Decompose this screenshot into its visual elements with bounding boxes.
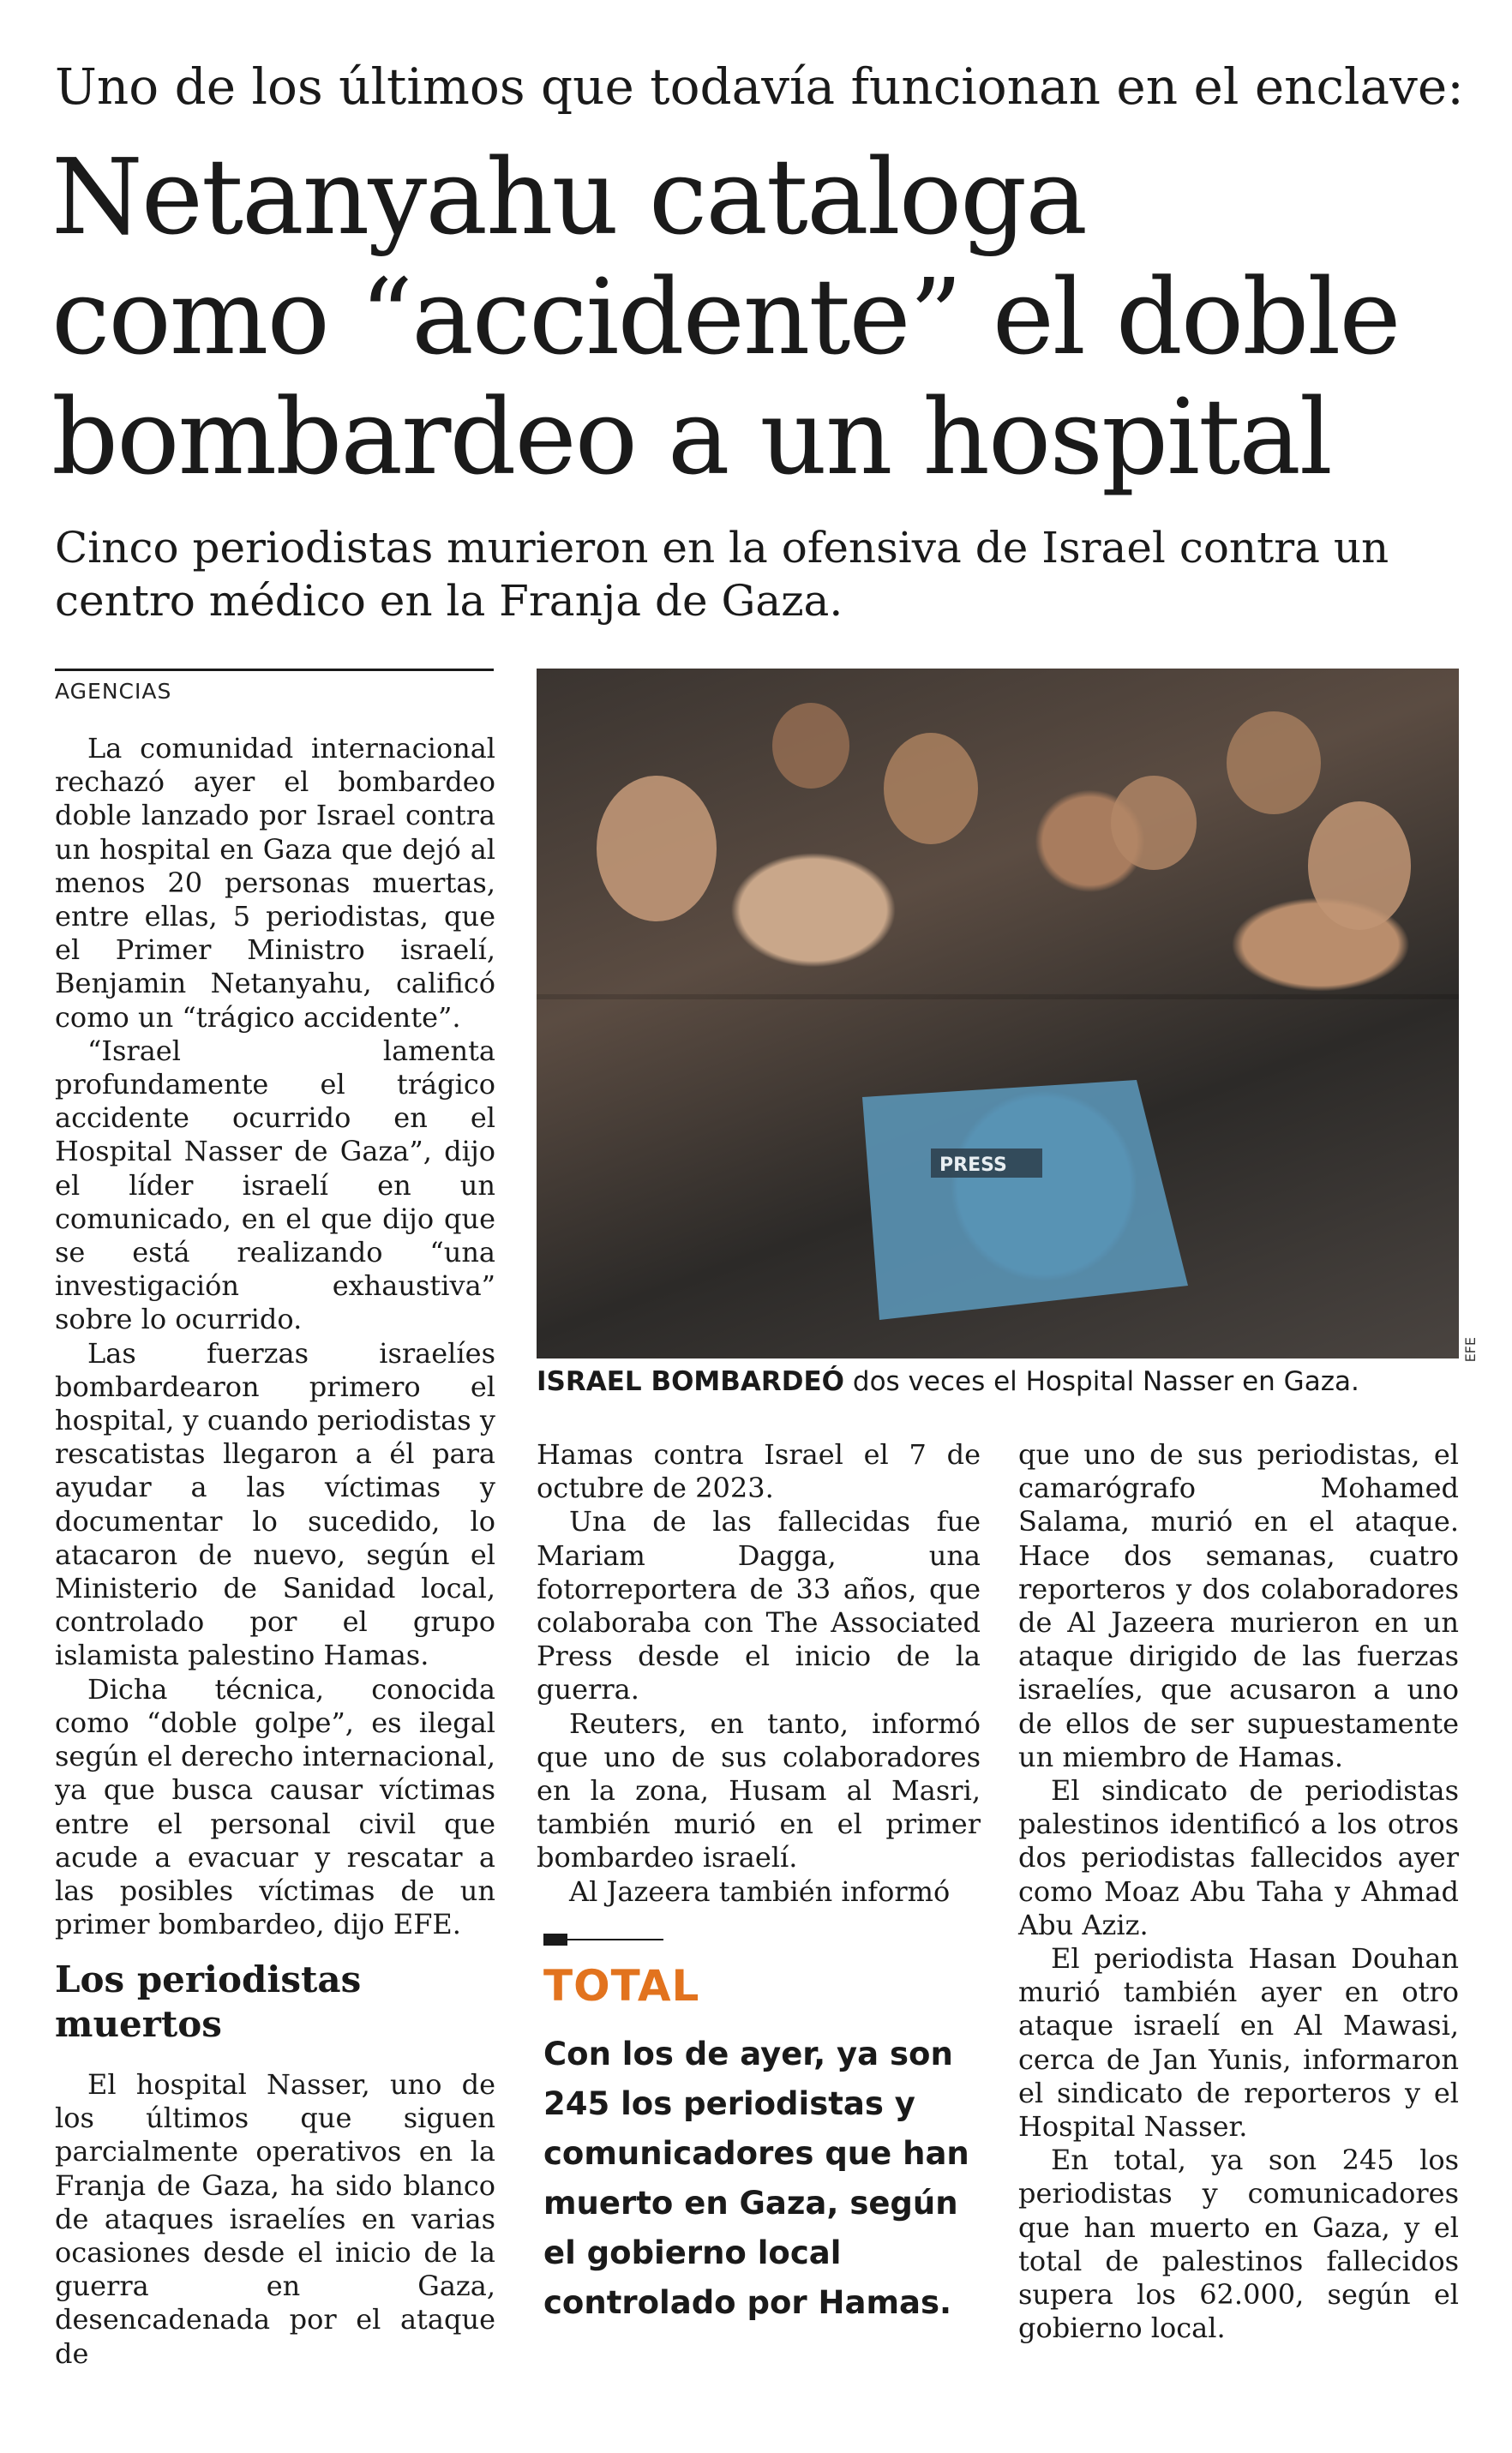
photo-credit: EFE	[1462, 1337, 1479, 1363]
deck	[55, 521, 1478, 627]
paragraph: El hospital Nasser, uno de los últimos que siguen parcialmente operativos en la Franja de Gaza, ha sido blanco de ataques israelíes en varias ocasiones desde el inicio de la guerra en Gaza, desencadenada por el ataque de	[55, 2068, 495, 2370]
headline	[51, 137, 1474, 497]
factbox-rule	[567, 1939, 663, 1940]
agency-rule	[55, 669, 494, 671]
factbox-marker	[543, 1934, 567, 1946]
news-photo	[537, 669, 1459, 1358]
kicker: Uno de los últimos que todavía funcionan en el enclave:	[55, 57, 1464, 116]
paragraph: En total, ya son 245 los periodistas y comunicadores que han muerto en Gaza, y el total de palestinos fallecidos supera los 62.000, según el gobierno local.	[1018, 2144, 1459, 2345]
paragraph: Una de las fallecidas fue Mariam Dagga, una fotorreportera de 33 años, que colaboraba con The Associated Press desde el inicio de la guerra.	[537, 1505, 981, 1706]
photo-caption	[537, 1364, 1462, 1399]
factbox-label: TOTAL	[543, 1961, 700, 2011]
caption-text: dos veces el Hospital Nasser en Gaza.	[844, 1366, 1359, 1397]
headline-line: Netanyahu cataloga	[51, 136, 1086, 258]
subheading: Los periodistas muertos	[55, 1958, 362, 2045]
factbox-line: Con los de ayer, ya son	[543, 2036, 953, 2072]
deck-line: centro médico en la Franja de Gaza.	[55, 576, 843, 626]
deck-line: Cinco periodistas murieron en la ofensiva de Israel contra un	[55, 523, 1389, 573]
paragraph: La comunidad internacional rechazó ayer el bombardeo doble lanzado por Israel contra un hospital en Gaza que dejó al menos 20 personas muertas, entre ellas, 5 periodistas, que el Primer Ministro israelí, Benjamin Netanyahu, calificó como un “trágico accidente”.	[55, 732, 495, 1034]
headline-line: como “accidente” el doble	[51, 256, 1400, 378]
paragraph: “Israel lamenta profundamente el trágico accidente ocurrido en el Hospital Nasser de Gaza”, dijo el líder israelí en un comunicado, en el que dijo que se está realizando “una investigación exhaustiva” sobre lo ocurrido.	[55, 1034, 495, 1336]
column-1	[55, 732, 495, 1941]
paragraph: Reuters, en tanto, informó que uno de sus colaboradores en la zona, Husam al Masri, también murió en el primer bombardeo israelí.	[537, 1706, 981, 1874]
factbox-line: controlado por Hamas.	[543, 2284, 952, 2321]
factbox-text	[543, 2030, 981, 2328]
factbox-line: comunicadores que han	[543, 2135, 969, 2172]
paragraph: Hamas contra Israel el 7 de octubre de 2023.	[537, 1438, 981, 1505]
caption-lead: ISRAEL BOMBARDEÓ	[537, 1366, 845, 1397]
column-1-continued	[55, 2068, 495, 2371]
photo-illustration	[537, 669, 1459, 1358]
column-3	[1018, 1438, 1459, 2345]
factbox-line: el gobierno local	[543, 2234, 842, 2271]
factbox-line: 245 los periodistas y	[543, 2085, 915, 2122]
agency-credit: AGENCIAS	[55, 679, 172, 704]
press-label: PRESS	[939, 1155, 1007, 1176]
paragraph: Dicha técnica, conocida como “doble golpe”, es ilegal según el derecho internacional, ya que busca causar víctimas entre el personal civil que acude a evacuar y rescatar a las posibles víctimas de un primer bombardeo, dijo EFE.	[55, 1672, 495, 1941]
paragraph: que uno de sus periodistas, el camarógrafo Mohamed Salama, murió en el ataque. Hace dos semanas, cuatro reporteros y dos colaboradores de Al Jazeera murieron en un ataque dirigido de las fuerzas israelíes, que acusaron a uno de ellos de ser supuestamente un miembro de Hamas.	[1018, 1438, 1459, 1773]
paragraph: Las fuerzas israelíes bombardearon primero el hospital, y cuando periodistas y rescatistas llegaron a él para ayudar a las víctimas y documentar lo sucedido, lo atacaron de nuevo, según el Ministerio de Sanidad local, controlado por el grupo islamista palestino Hamas.	[55, 1336, 495, 1672]
column-2	[537, 1438, 981, 1909]
paragraph: Al Jazeera también informó	[569, 1874, 951, 1908]
paragraph: El periodista Hasan Douhan murió también ayer en otro ataque israelí en Al Mawasi, cerca de Jan Yunis, informaron el sindicato de reporteros y el Hospital Nasser.	[1018, 1942, 1459, 2144]
paragraph: El sindicato de periodistas palestinos identificó a los otros dos periodistas fallecidos ayer como Moaz Abu Taha y Ahmad Abu Aziz.	[1018, 1774, 1459, 1941]
headline-line: bombardeo a un hospital	[51, 376, 1331, 498]
factbox-line: muerto en Gaza, según	[543, 2185, 958, 2222]
